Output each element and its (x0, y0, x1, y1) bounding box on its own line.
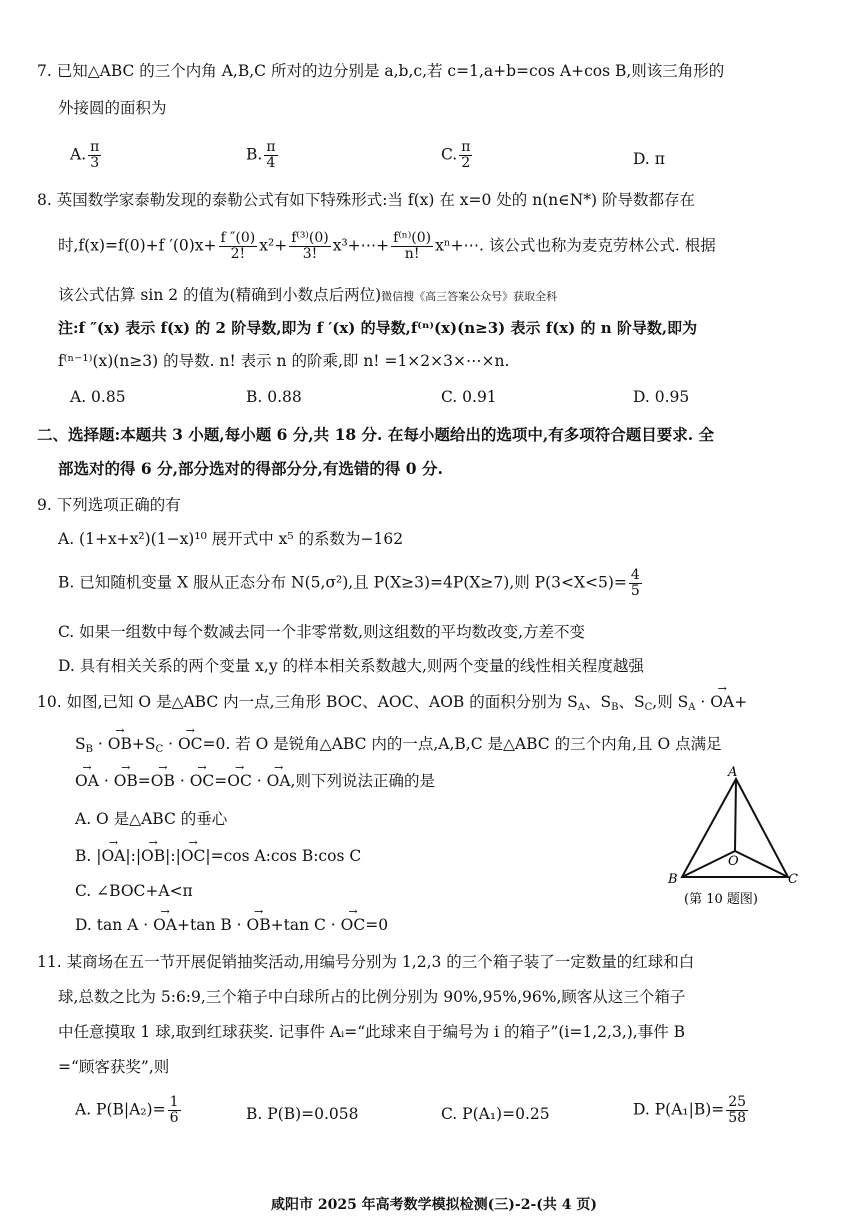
q8-stem-line3: 该公式估算 sin 2 的值为(精确到小数点后两位)微信搜《高三答案公众号》获取全科 (58, 286, 558, 304)
q9-stem: 9. 下列选项正确的有 (37, 496, 181, 514)
q10-option-a: A. O 是△ABC 的垂心 (75, 810, 228, 828)
q10-option-c: C. ∠BOC+A<π (75, 882, 193, 900)
q8-option-d: D. 0.95 (633, 388, 690, 406)
q11-stem-line2: 球,总数之比为 5:6:9,三个箱子中白球所占的比例分别为 90%,95%,96%,顾客从这三个箱子 (58, 988, 686, 1006)
q8-stem-line1: 8. 英国数学家泰勒发现的泰勒公式有如下特殊形式:当 f(x) 在 x=0 处的 n(n∈N*) 阶导数都存在 (37, 191, 696, 209)
q11-option-c: C. P(A₁)=0.25 (441, 1105, 550, 1123)
q11-stem-line4: =“顾客获奖”,则 (58, 1058, 170, 1076)
vertex-label-c: C (788, 872, 798, 887)
q8-option-b: B. 0.88 (246, 388, 302, 406)
q11-stem-line1: 11. 某商场在五一节开展促销抽奖活动,用编号分别为 1,2,3 的三个箱子装了一定数量的红球和白 (37, 953, 695, 971)
q11-option-a: A. P(B|A₂)= $\frac{1}{6}$ (75, 1094, 179, 1126)
q10-triangle-figure (664, 765, 814, 915)
q7-stem-line2: 外接圆的面积为 (58, 99, 167, 117)
q9-option-c: C. 如果一组数中每个数减去同一个非零常数,则这组数的平均数改变,方差不变 (58, 623, 586, 641)
vertex-label-a: A (728, 765, 738, 780)
q7-option-c: C. $\frac{\pi}{2}$ (441, 139, 471, 171)
q7-option-b: B. $\frac{\pi}{4}$ (246, 139, 276, 171)
q9-option-b: B. 已知随机变量 X 服从正态分布 N(5,σ²),且 P(X≥3)=4P(X≥7),则 P(3<X<5)= $\frac{4}{5}$ (58, 567, 640, 599)
segment-oa (735, 779, 736, 851)
q9-option-a: A. (1+x+x²)(1−x)¹⁰ 展开式中 x⁵ 的系数为−162 (58, 530, 404, 548)
page-footer: 咸阳市 2025 年高考数学模拟检测(三)-2-(共 4 页) (270, 1197, 598, 1213)
q10-option-b: B. |→ OA|:|→ OB|:|→ OC|=cos A:cos B:cos C (75, 845, 361, 867)
watermark-text: 微信搜《高三答案公众号》获取全科 (381, 290, 558, 303)
q9-option-d: D. 具有相关关系的两个变量 x,y 的样本相关系数越大,则两个变量的线性相关程度越强 (58, 657, 644, 675)
q8-option-c: C. 0.91 (441, 388, 497, 406)
q10-stem-line3: → OA · → OB=→ OB · → OC=→ OC · → OA,则下列说法正确的是 (75, 770, 435, 792)
q7-option-a: A. $\frac{\pi}{3}$ (70, 139, 100, 171)
q10-option-d: D. tan A · → OA+tan B · → OB+tan C · → OC=0 (75, 914, 388, 936)
q8-option-a: A. 0.85 (70, 388, 126, 406)
point-label-o: O (728, 854, 739, 869)
q8-note-line1: 注:f ″(x) 表示 f(x) 的 2 阶导数,即为 f ′(x) 的导数,f⁽ⁿ⁾(x)(n≥3) 表示 f(x) 的 n 阶导数,即为 (58, 319, 698, 337)
q11-option-d: D. P(A₁|B)= $\frac{25}{58}$ (633, 1094, 747, 1126)
figure-caption: (第 10 题图) (684, 892, 758, 907)
q8-formula-line: 时,f(x)=f(0)+f ′(0)x+ $\frac{f ''(0)}{2!}$ x²+ $\frac{\text{f⁽³⁾(0)}}{3!}$ x³+⋯+ $\frac{\text{f⁽ⁿ⁾(0)}}{n!}$ xⁿ+⋯. 该公式也称为麦克劳林公式. 根据 (58, 230, 716, 262)
q10-stem-line2: $S_B$ · → $OB+S_C$ · → OC=0. 若 O 是锐角△ABC 内的一点,A,B,C 是△ABC 的三个内角,且 O 点满足 (75, 733, 722, 761)
q11-stem-line3: 中任意摸取 1 球,取到红球获奖. 记事件 Aᵢ=“此球来自于编号为 i 的箱子”(i=1,2,3,),事件 B (58, 1023, 686, 1041)
q10-stem-line1: 10. 如图,已知 O 是△ABC 内一点,三角形 BOC、AOC、AOB 的面积分别为 $S_A$、$S_B$、$S_C$,则 $S_A$ · → OA+ (37, 691, 747, 719)
q7-stem-line1: 7. 已知△ABC 的三个内角 A,B,C 所对的边分别是 a,b,c,若 c=1,a+b=cos A+cos B,则该三角形的 (37, 62, 725, 80)
section2-heading-line1: 二、选择题:本题共 3 小题,每小题 6 分,共 18 分. 在每小题给出的选项中,有多项符合题目要求. 全 (37, 425, 715, 444)
vertex-label-b: B (668, 872, 678, 887)
q8-note-line2: f⁽ⁿ⁻¹⁾(x)(n≥3) 的导数. n! 表示 n 的阶乘,即 n! =1×2×3×⋯×n. (58, 352, 510, 370)
q7-option-d: D. π (633, 150, 665, 168)
section2-heading-line2: 部选对的得 6 分,部分选对的得部分分,有选错的得 0 分. (58, 459, 443, 478)
q11-option-b: B. P(B)=0.058 (246, 1105, 359, 1123)
